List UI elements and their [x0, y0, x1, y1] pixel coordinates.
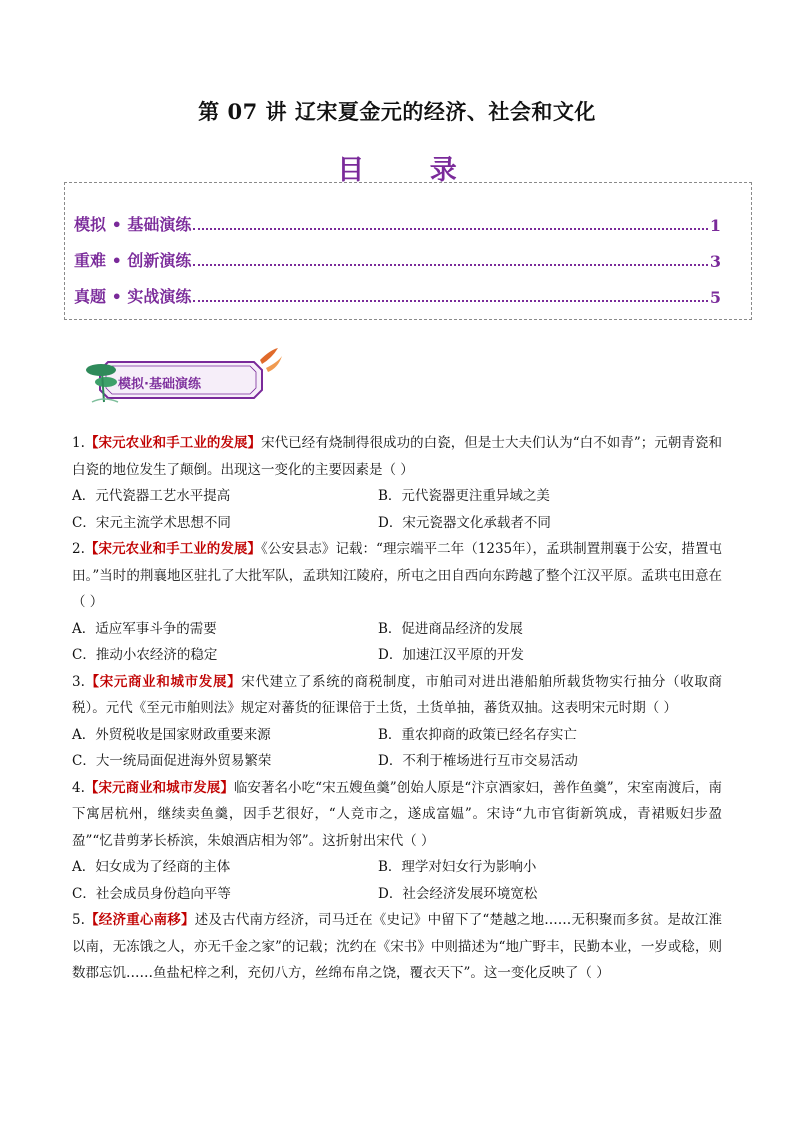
question-1 — [72, 430, 722, 536]
question-topic-tag: 【宋元商业和城市发展】 — [84, 673, 242, 690]
question-topic-tag: 【宋元商业和城市发展】 — [84, 779, 234, 796]
option-b[interactable]: B．促进商品经济的发展 — [378, 620, 523, 637]
answer-options — [72, 483, 722, 536]
question-4 — [72, 775, 722, 908]
toc-leader-dots — [193, 263, 707, 266]
toc-entry-page: 5 — [709, 288, 721, 307]
toc-heading: 目 录 — [337, 155, 485, 186]
option-c[interactable]: C．推动小农经济的稳定 — [72, 647, 218, 663]
toc-entry-page: 3 — [709, 252, 721, 271]
toc-leader-dots — [193, 227, 707, 230]
option-d[interactable]: D．加速江汉平原的开发 — [378, 647, 524, 663]
question-topic-tag: 【宋元农业和手工业的发展】 — [84, 541, 261, 557]
page-title: 第 07 讲 辽宋夏金元的经济、社会和文化 — [198, 99, 596, 124]
question-5 — [72, 907, 722, 987]
toc-entry-label: 重难 • 创新演练 — [74, 251, 192, 270]
option-c[interactable]: C．社会成员身份趋向平等 — [72, 885, 231, 902]
question-topic-tag: 【经济重心南移】 — [84, 912, 195, 928]
answer-options — [72, 616, 722, 669]
option-a[interactable]: A．适应军事斗争的需要 — [72, 620, 217, 637]
toc-leader-dots — [193, 299, 707, 302]
option-b[interactable]: B．元代瓷器更注重异域之美 — [378, 488, 550, 504]
toc-entry-label: 真题 • 实战演练 — [74, 287, 192, 306]
answer-options — [72, 722, 722, 775]
option-d[interactable]: D．社会经济发展环境宽松 — [378, 885, 538, 902]
option-d[interactable]: D．不利于榷场进行互市交易活动 — [378, 753, 578, 769]
toc-entry-label: 模拟 • 基础演练 — [74, 215, 192, 234]
toc-entry-real-exam[interactable] — [74, 285, 721, 307]
question-stem: 5.【经济重心南移】述及古代南方经济，司马迁在《史记》中留下了“楚越之地……无积聚而多贫。是故江淮以南，无冻饿之人，亦无千金之家”的记载；沈约在《宋书》中则描述为“地广野丰，民勤本业，一岁或稔，则数郡忘饥……鱼盐杞梓之利，充仞八方，丝绵布帛之饶，覆衣天下”。这一变化反映了（ ） — [72, 912, 723, 981]
question-list — [72, 430, 722, 987]
question-stem: 3.【宋元商业和城市发展】宋代建立了系统的商税制度，市舶司对进出港船舶所载货物实行抽分（收取商税）。元代《至元市舶则法》规定对蕃货的征课倍于土货，土货单抽，蕃货双抽。这表明宋元时期（ ） — [72, 673, 723, 716]
option-a[interactable]: A．外贸税收是国家财政重要来源 — [72, 726, 271, 743]
leaf-icon — [86, 364, 116, 376]
answer-options — [72, 854, 722, 907]
section-badge-label: 模拟·基础演练 — [118, 377, 201, 392]
question-stem: 4.【宋元商业和城市发展】临安著名小吃“宋五嫂鱼羹”创始人原是“汴京酒家妇，善作鱼羹”，宋室南渡后，南下寓居杭州，继续卖鱼羹，因手艺很好，“人竞市之，遂成富媪”。宋诗“九市官街新筑成，青裙贩妇步盈盈”“忆昔剪茅长桥滨，朱娘酒店相为邻”。这折射出宋代（ ） — [72, 779, 723, 849]
option-b[interactable]: B．理学对妇女行为影响小 — [378, 859, 537, 875]
toc-entry-page: 1 — [709, 216, 721, 235]
option-d[interactable]: D．宋元瓷器文化承载者不同 — [378, 514, 551, 531]
toc-entry-basic[interactable] — [74, 213, 721, 235]
question-stem: 1.【宋元农业和手工业的发展】宋代已经有烧制得很成功的白瓷，但是士大夫们认为“白不如青”；元朝青瓷和白瓷的地位发生了颠倒。出现这一变化的主要因素是（ ） — [72, 435, 722, 478]
option-c[interactable]: C．宋元主流学术思想不同 — [72, 514, 231, 531]
option-c[interactable]: C．大一统局面促进海外贸易繁荣 — [72, 753, 272, 769]
option-b[interactable]: B．重农抑商的政策已经名存实亡 — [378, 726, 577, 743]
question-topic-tag: 【宋元农业和手工业的发展】 — [84, 435, 262, 451]
option-a[interactable]: A．元代瓷器工艺水平提高 — [72, 488, 231, 504]
question-3 — [72, 669, 722, 775]
question-2 — [72, 536, 722, 669]
table-of-contents — [64, 182, 752, 320]
toc-entry-innovation[interactable] — [74, 249, 721, 271]
question-stem: 2.【宋元农业和手工业的发展】《公安县志》记载：“理宗端平二年（1235年），孟珙制置荆襄于公安，措置屯田。”当时的荆襄地区驻扎了大批军队，孟珙知江陵府，所屯之田自西向东跨越了整个江汉平原。孟珙屯田意在 （ ） — [72, 541, 723, 610]
brush-stroke-icon — [260, 348, 278, 364]
option-a[interactable]: A．妇女成为了经商的主体 — [72, 859, 231, 875]
